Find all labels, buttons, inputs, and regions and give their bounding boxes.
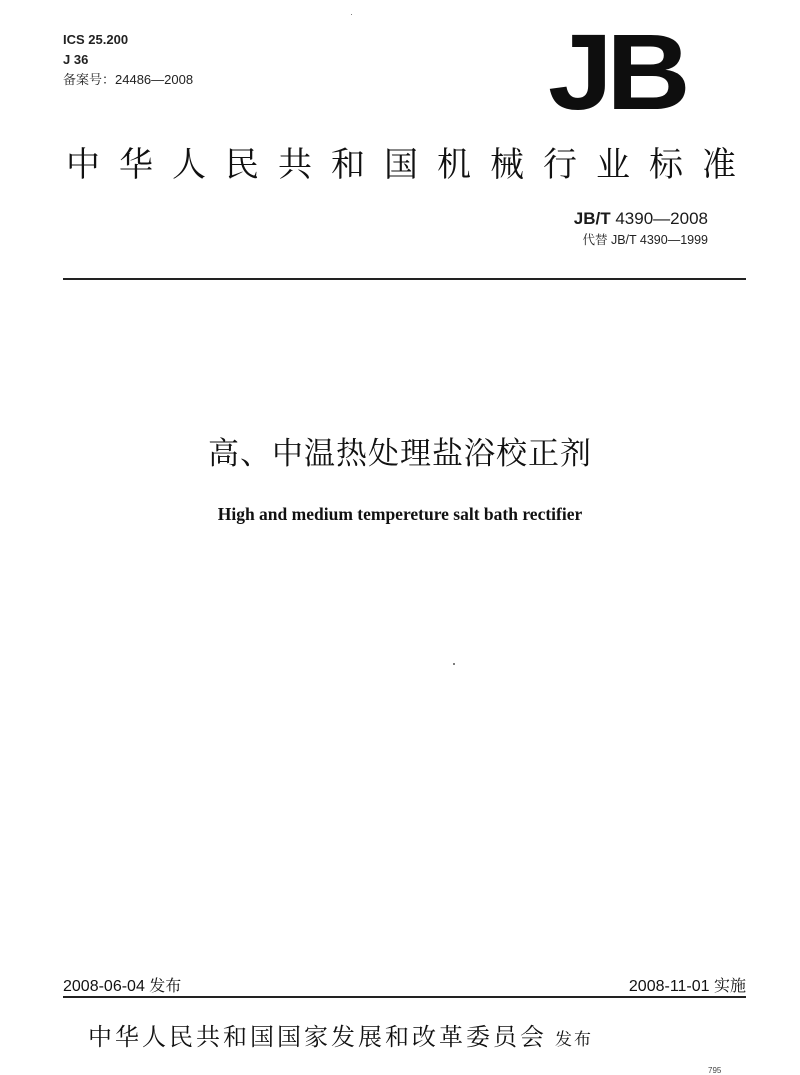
publisher-action: 发布 [555, 1030, 593, 1050]
jb-logo-text: JB [548, 11, 685, 132]
class-code: J 36 [63, 52, 89, 67]
issue-date: 2008-06-04 发布 [63, 978, 182, 995]
document-title-zh: 高、中温热处理盐浴校正剂 [208, 436, 592, 472]
jb-logo [548, 11, 708, 132]
publisher-line [88, 1017, 593, 1052]
document-title-en: High and medium tempereture salt bath rectifier [217, 504, 583, 524]
replaces-standard: 代替 JB/T 4390—1999 [582, 233, 708, 247]
page-number-fragment: 795 [708, 1066, 722, 1075]
scan-speck [351, 14, 352, 15]
footer-divider [63, 996, 746, 998]
standard-number-block [574, 207, 708, 249]
standard-prefix: JB/T [573, 209, 611, 228]
effective-date: 2008-11-01 实施 [628, 978, 746, 995]
standard-code: 4390—2008 [610, 209, 708, 228]
publisher-name: 中华人民共和国国家发展和改革委员会 [88, 1023, 547, 1051]
record-number: 备案号：24486—2008 [63, 72, 194, 87]
header-divider [63, 278, 746, 280]
standard-category-title: 中华人民共和国机械行业标准 [66, 145, 755, 185]
scan-speck [453, 663, 455, 665]
ics-code: ICS 25.200 [63, 32, 129, 47]
standard-number [574, 207, 708, 231]
classification-block [63, 30, 193, 90]
date-row [63, 973, 746, 995]
